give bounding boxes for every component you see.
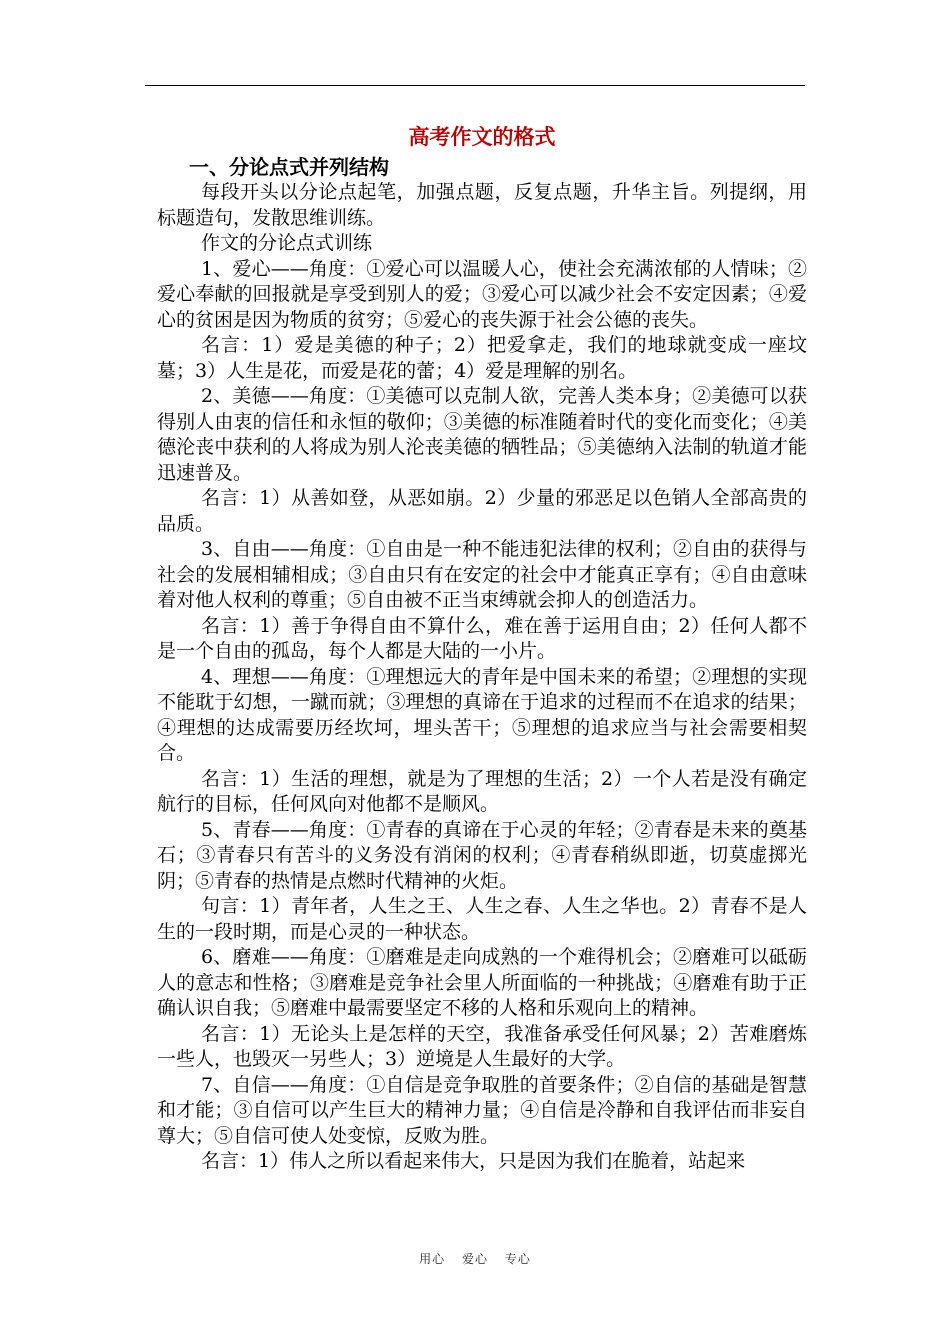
page-title: 高考作文的格式 — [408, 124, 556, 149]
section-heading: 一、分论点式并列结构 — [189, 155, 389, 179]
document-body — [157, 120, 807, 1175]
paragraph: 名言：1）爱是美德的种子；2）把爱拿走，我们的地球就变成一座坟墓；3）人生是花，而爱是花的蕾；4）爱是理解的别名。 — [157, 334, 807, 382]
paragraph: 6、磨难——角度：①磨难是走向成熟的一个难得机会；②磨难可以砥砺人的意志和性格；③磨难是竞争社会里人所面临的一种挑战；④磨难有助于正确认识自我；⑤磨难中最需要坚定不移的人格和乐观向上的精神。 — [157, 946, 807, 1019]
footer-text: 用心 — [419, 1252, 446, 1266]
paragraph: 5、青春——角度：①青春的真谛在于心灵的年轻；②青春是未来的奠基石；③青春只有苦斗的义务没有消闲的权利；④青春稍纵即逝，切莫虚掷光阴；⑤青春的热情是点燃时代精神的火炬。 — [157, 818, 807, 892]
header-rule — [145, 85, 805, 86]
paragraph: 7、自信——角度：①自信是竞争取胜的首要条件；②自信的基础是智慧和才能；③自信可以产生巨大的精神力量；④自信是冷静和自我评估而非妄自尊大；⑤自信可使人处变惊，反败为胜。 — [157, 1073, 807, 1147]
paragraph: 名言：1）善于争得自由不算什么，难在善于运用自由；2）任何人都不是一个自由的孤岛，每个人都是大陆的一小片。 — [157, 614, 807, 662]
page-footer — [0, 1250, 950, 1267]
paragraph: 名言：1）无论头上是怎样的天空，我准备承受任何风暴；2）苦难磨炼一些人，也毁灭一另些人；3）逆境是人生最好的大学。 — [157, 1022, 807, 1070]
footer-text: 专心 — [504, 1252, 531, 1266]
paragraph: 名言：1）伟人之所以看起来伟大，只是因为我们在脆着，站起来 — [201, 1150, 746, 1172]
paragraph: 4、理想——角度：①理想远大的青年是中国未来的希望；②理想的实现不能耽于幻想，一蹴而就；③理想的真谛在于追求的过程而不在追求的结果；④理想的达成需要历经坎坷，埋头苦干；⑤理想的追求应当与社会需要相契合。 — [157, 665, 807, 764]
paragraph: 1、爱心——角度：①爱心可以温暖人心，使社会充满浓郁的人情味；②爱心奉献的回报就是享受到别人的爱；③爱心可以减少社会不安定因素；④爱心的贫困是因为物质的贫穷；⑤爱心的丧失源于社会公德的丧失。 — [157, 257, 807, 331]
paragraph: 名言：1）从善如登，从恶如崩。2）少量的邪恶足以色销人全部高贵的品质。 — [157, 487, 807, 535]
paragraph: 句言：1）青年者，人生之王、人生之春、人生之华也。2）青春不是人生的一段时期，而是心灵的一种状态。 — [157, 895, 807, 943]
footer-text: 爱心 — [461, 1252, 488, 1266]
paragraph: 2、美德——角度：①美德可以克制人欲，完善人类本身；②美德可以获得别人由衷的信任和永恒的敬仰；③美德的标准随着时代的变化而变化；④美德沦丧中获利的人将成为别人沦丧美德的牺牲品；⑤美德纳入法制的轨道才能迅速普及。 — [157, 385, 807, 484]
paragraph: 3、自由——角度：①自由是一种不能违犯法律的权利；②自由的获得与社会的发展相辅相成；③自由只有在安定的社会中才能真正享有；④自由意味着对他人权利的尊重；⑤自由被不正当束缚就会抑人的创造活力。 — [157, 538, 807, 611]
paragraph: 名言：1）生活的理想，就是为了理想的生活；2）一个人若是没有确定航行的目标，任何风向对他都不是顺风。 — [157, 767, 807, 815]
paragraph: 每段开头以分论点起笔，加强点题，反复点题，升华主旨。列提纲，用标题造句，发散思维训练。 — [157, 181, 807, 229]
paragraph: 作文的分论点式训练 — [201, 232, 373, 254]
